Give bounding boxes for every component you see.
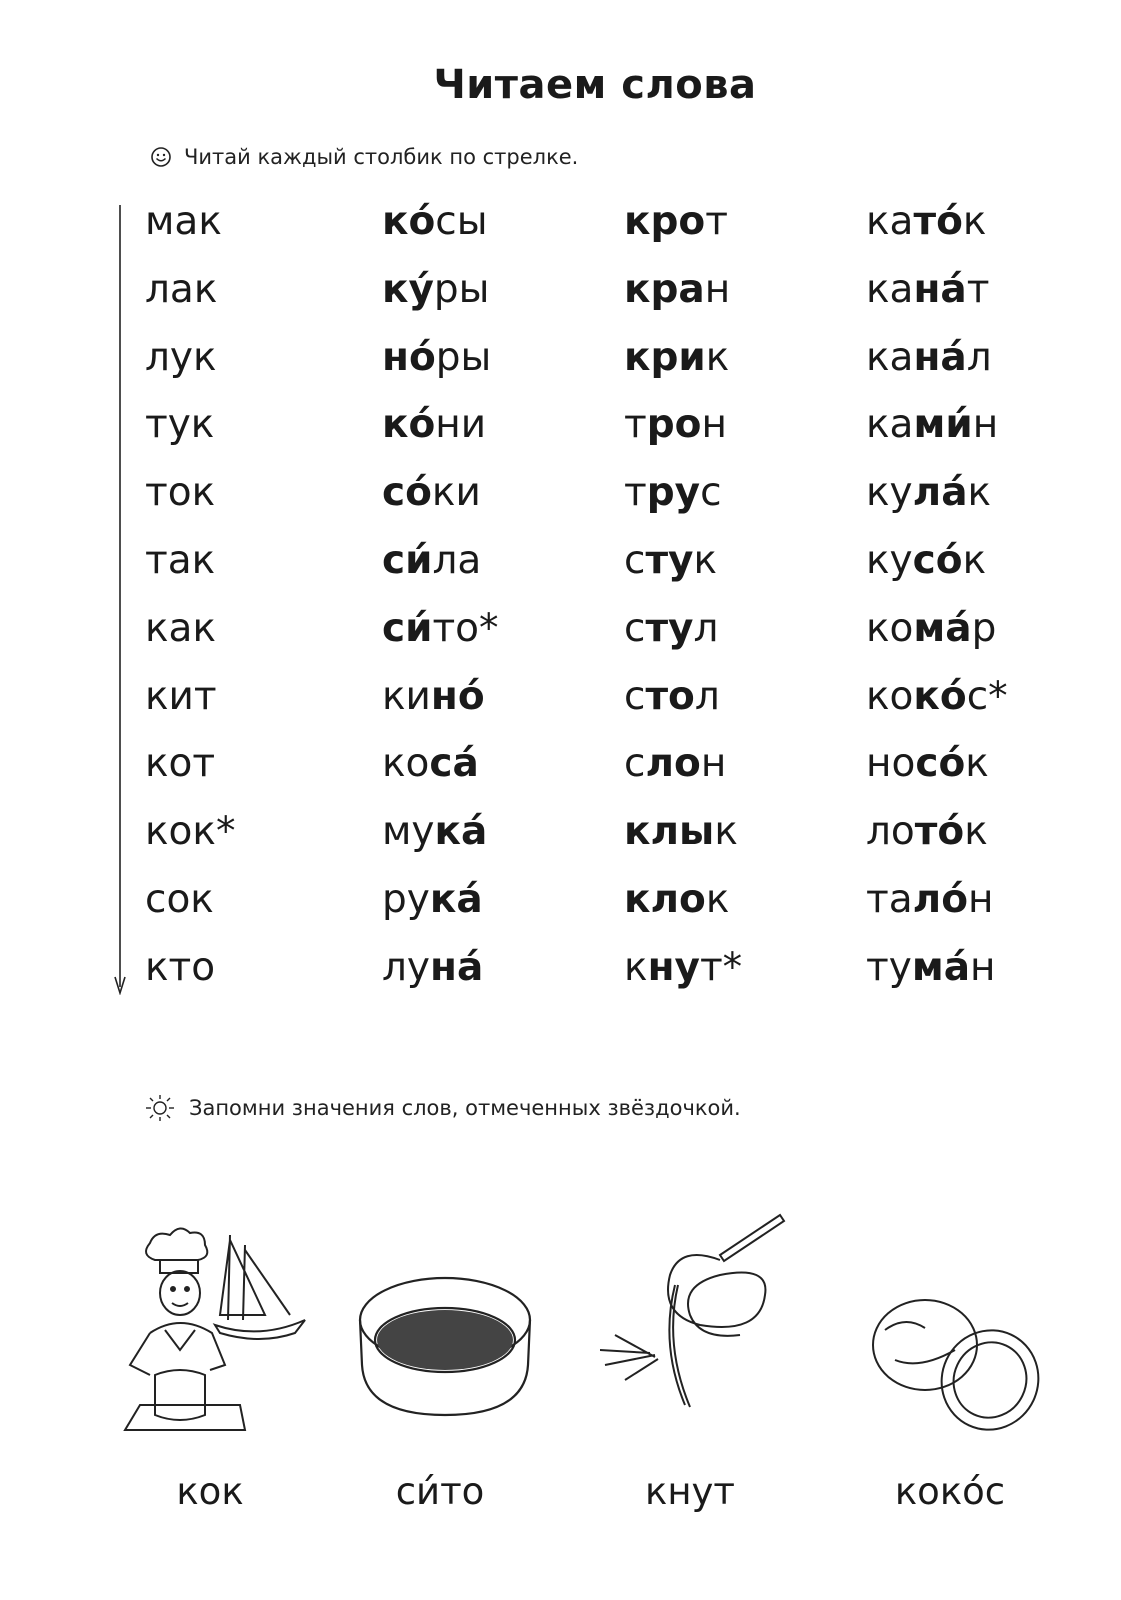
- smiley-icon: [150, 146, 172, 168]
- word-part: к: [693, 537, 718, 583]
- caption-kok: кок: [176, 1470, 244, 1513]
- word-part: н: [972, 402, 999, 448]
- word: [866, 399, 1008, 467]
- word: [145, 942, 235, 1010]
- word-part: ры: [435, 334, 492, 380]
- word-stressed-part: ми́: [913, 402, 973, 448]
- word-stressed-part: ма́: [911, 944, 971, 990]
- caption-sito: си́то: [395, 1470, 485, 1513]
- word-part: с*: [966, 673, 1008, 719]
- word-part: лу: [382, 944, 431, 990]
- word: [624, 332, 742, 400]
- reading-direction-arrow: [110, 205, 130, 995]
- word-stressed-part: ко́: [913, 673, 967, 719]
- word-stressed-part: то: [645, 673, 695, 719]
- word: [382, 264, 499, 332]
- instruction-text: Читай каждый столбик по стрелке.: [184, 145, 579, 169]
- word-part: ко: [866, 605, 914, 651]
- caption-kokos: коко́с: [894, 1470, 1006, 1513]
- word-column-4: [866, 196, 1008, 1010]
- word-stressed-part: ку́: [382, 266, 434, 312]
- instruction-text: Запомни значения слов, отмеченных звёздочкой.: [189, 1096, 741, 1120]
- word: [145, 332, 235, 400]
- word: [866, 264, 1008, 332]
- word: [382, 942, 499, 1010]
- word-part: та: [866, 876, 913, 922]
- word-part: к: [705, 876, 730, 922]
- word: [145, 806, 235, 874]
- instruction-remember: [143, 1093, 741, 1123]
- word-part: кок*: [145, 809, 236, 855]
- word-part: ру: [382, 876, 430, 922]
- word-stressed-part: ко́: [382, 402, 436, 448]
- word-part: к: [714, 809, 738, 855]
- word: [866, 603, 1008, 671]
- word-part: сок: [145, 876, 214, 922]
- word-stressed-part: ту: [645, 537, 694, 583]
- word-part: ко: [382, 741, 430, 787]
- word-stressed-part: со́: [912, 537, 963, 583]
- word-part: р: [971, 605, 997, 651]
- word-part: ки: [431, 470, 481, 516]
- word-part: к: [962, 537, 987, 583]
- word: [866, 467, 1008, 535]
- word-part: т*: [699, 944, 743, 990]
- word: [145, 535, 235, 603]
- word-part: то*: [432, 605, 499, 651]
- word: [866, 874, 1008, 942]
- word-part: к: [962, 199, 987, 244]
- word: [145, 603, 235, 671]
- word-part: ток: [145, 470, 216, 516]
- word: [866, 332, 1008, 400]
- word-stressed-part: са́: [429, 741, 479, 787]
- word: [624, 399, 742, 467]
- word-stressed-part: но́: [382, 334, 436, 380]
- word-stressed-part: на́: [430, 944, 484, 990]
- word-stressed-part: ло: [645, 741, 701, 787]
- word-part: ту: [866, 944, 912, 990]
- sieve-icon: [350, 1265, 540, 1425]
- word-part: так: [145, 537, 216, 583]
- word-part: т: [624, 402, 647, 448]
- word: [866, 671, 1008, 739]
- instruction-read: [150, 145, 578, 169]
- word: [624, 806, 742, 874]
- word: [382, 671, 499, 739]
- caption-knut: кнут: [645, 1470, 735, 1513]
- word-stressed-part: ру: [646, 470, 701, 516]
- whip-icon: [600, 1205, 790, 1415]
- word: [382, 332, 499, 400]
- word: [624, 535, 742, 603]
- word-part: с: [624, 537, 646, 583]
- word-stressed-part: ка́: [434, 809, 488, 855]
- word-part: л: [966, 334, 992, 380]
- word-stressed-part: ро: [646, 402, 702, 448]
- word: [866, 196, 1008, 264]
- word-part: мак: [145, 199, 222, 244]
- word-part: ку: [866, 537, 913, 583]
- word: [382, 603, 499, 671]
- word-part: л: [693, 605, 719, 651]
- word-part: кот: [145, 741, 216, 787]
- word-part: к: [705, 334, 730, 380]
- word-part: к: [624, 944, 648, 990]
- word: [145, 874, 235, 942]
- word-part: ка: [866, 199, 914, 244]
- word-stressed-part: со́: [382, 470, 432, 516]
- word-part: но: [866, 741, 916, 787]
- word-stressed-part: кри: [624, 334, 706, 380]
- word-part: с: [700, 470, 722, 516]
- word-column-3: [624, 196, 742, 1010]
- word-stressed-part: то́: [914, 809, 965, 855]
- word-part: л: [694, 673, 720, 719]
- word: [866, 806, 1008, 874]
- word-stressed-part: ко́: [382, 199, 436, 244]
- coconut-icon: [865, 1290, 1050, 1440]
- word: [382, 196, 499, 264]
- word-part: т: [966, 266, 990, 312]
- word: [145, 264, 235, 332]
- word-stressed-part: клы: [624, 809, 715, 855]
- word-stressed-part: ну: [647, 944, 700, 990]
- word-part: ни: [435, 402, 487, 448]
- word-part: как: [145, 605, 217, 651]
- word-stressed-part: со́: [915, 741, 966, 787]
- word: [624, 738, 742, 806]
- word-part: с: [624, 605, 646, 651]
- word-part: ка: [866, 266, 914, 312]
- word-stressed-part: кло: [624, 876, 706, 922]
- word-part: ка: [866, 334, 914, 380]
- word-stressed-part: ка́: [429, 876, 483, 922]
- word: [866, 942, 1008, 1010]
- word-part: ки: [382, 673, 431, 719]
- word-part: ко: [866, 673, 914, 719]
- sun-icon: [143, 1093, 177, 1123]
- word-part: ку: [866, 470, 913, 516]
- word: [624, 196, 742, 264]
- word: [624, 671, 742, 739]
- word-part: кто: [145, 944, 216, 990]
- word-part: сы: [435, 199, 488, 244]
- word-part: с: [624, 673, 646, 719]
- word-part: лук: [145, 334, 217, 380]
- word-part: н: [704, 266, 731, 312]
- word: [382, 535, 499, 603]
- word: [145, 399, 235, 467]
- word-stressed-part: кра: [624, 266, 705, 312]
- word-part: тук: [145, 402, 215, 448]
- word: [382, 467, 499, 535]
- word-stressed-part: ма́: [913, 605, 972, 651]
- word: [624, 874, 742, 942]
- word-part: кит: [145, 673, 217, 719]
- word: [866, 738, 1008, 806]
- word-part: ры: [433, 266, 490, 312]
- word: [866, 535, 1008, 603]
- word-stressed-part: ла́: [912, 470, 968, 516]
- word-stressed-part: ту: [645, 605, 694, 651]
- word: [145, 196, 235, 264]
- word-part: н: [701, 402, 727, 448]
- word-part: с: [624, 741, 646, 787]
- word-part: к: [964, 809, 988, 855]
- word: [145, 467, 235, 535]
- word-part: т: [705, 199, 728, 244]
- word-stressed-part: то́: [913, 199, 963, 244]
- word-part: н: [967, 876, 994, 922]
- word: [624, 603, 742, 671]
- word: [624, 467, 742, 535]
- word-part: н: [700, 741, 727, 787]
- cook-ship-icon: [120, 1215, 320, 1445]
- word: [145, 738, 235, 806]
- page-title: Читаем слова: [433, 62, 757, 108]
- word: [624, 264, 742, 332]
- word-stressed-part: на́: [913, 334, 967, 380]
- word-part: к: [965, 741, 989, 787]
- word: [382, 874, 499, 942]
- word-stressed-part: ло́: [912, 876, 968, 922]
- word-part: к: [967, 470, 992, 516]
- word-stressed-part: кро: [624, 199, 706, 244]
- word-part: му: [382, 809, 435, 855]
- word: [624, 942, 742, 1010]
- word-column-1: [145, 196, 235, 1010]
- word-column-2: [382, 196, 499, 1010]
- word-part: ло: [866, 809, 915, 855]
- word-stressed-part: си́: [382, 605, 433, 651]
- word-stressed-part: но́: [430, 673, 485, 719]
- word: [382, 399, 499, 467]
- word: [145, 671, 235, 739]
- word: [382, 738, 499, 806]
- word-part: ка: [866, 402, 914, 448]
- word-stressed-part: си́: [382, 537, 433, 583]
- word-part: н: [970, 944, 996, 990]
- word-stressed-part: на́: [913, 266, 967, 312]
- word-part: лак: [145, 266, 218, 312]
- word-part: ла: [432, 537, 482, 583]
- word: [382, 806, 499, 874]
- word-part: т: [624, 470, 647, 516]
